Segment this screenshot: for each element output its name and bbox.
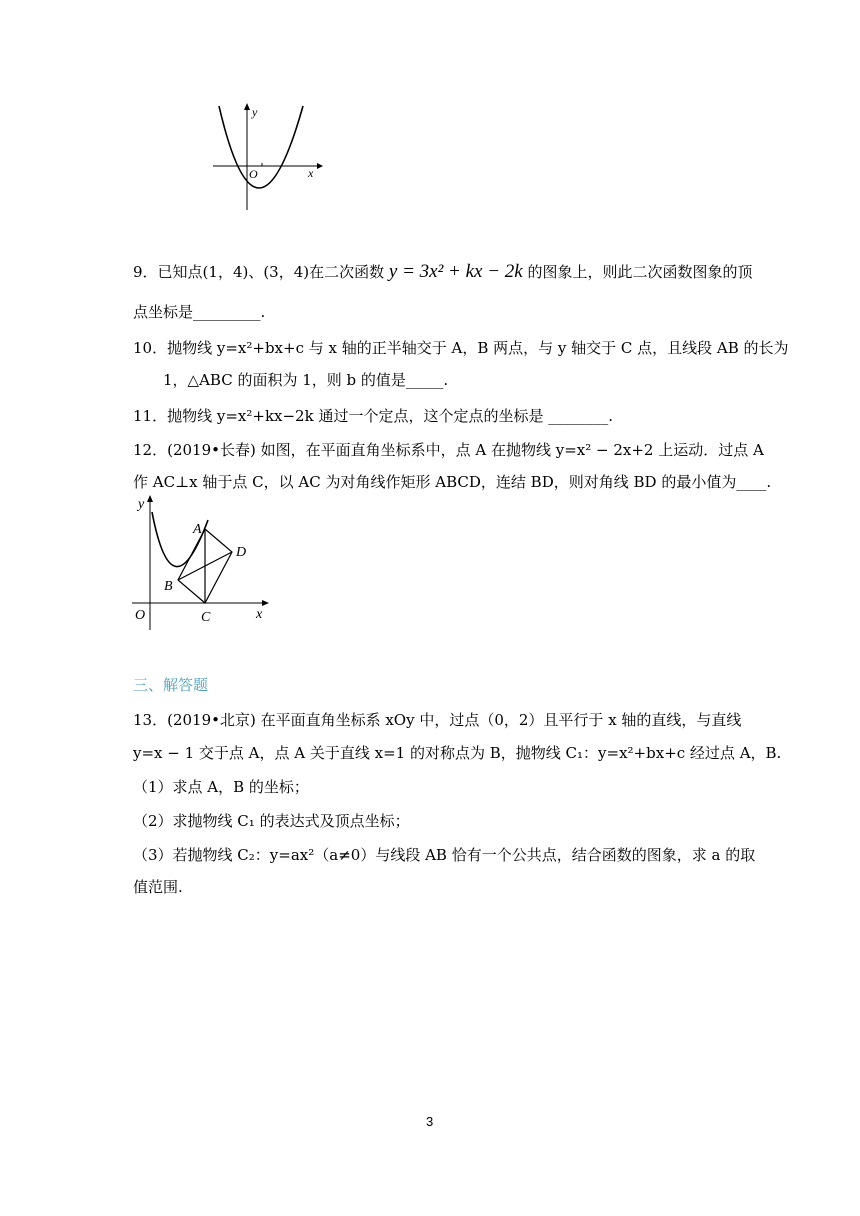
question-13-part-2: （2）求抛物线 C₁ 的表达式及顶点坐标； (133, 812, 410, 830)
origin-label: O (135, 608, 146, 623)
axis-label-y: y (138, 497, 145, 512)
question-9-text-b: 的图象上，则此二次函数图象的顶 (522, 263, 753, 281)
question-12-line-2: 作 AC⊥x 轴于点 C，以 AC 为对角线作矩形 ABCD，连结 BD，则对角线 BD 的最小值为____. (133, 473, 772, 491)
question-9-text-a: 9．已知点(1，4)、(3，4)在二次函数 (133, 263, 389, 281)
figure-parabola-graph (205, 100, 325, 215)
question-13-line-2: y=x − 1 交于点 A，点 A 关于直线 x=1 的对称点为 B，抛物线 C₁：y=x²+bx+c 经过点 A，B. (133, 744, 782, 762)
point-label-a: A (193, 522, 202, 537)
page-number: 3 (426, 1114, 434, 1129)
question-9-line-1 (133, 262, 753, 282)
question-10-line-1: 10．抛物线 y=x²+bx+c 与 x 轴的正半轴交于 A，B 两点，与 y 轴交于 C 点，且线段 AB 的长为 (133, 339, 789, 357)
point-label-d: D (236, 545, 247, 560)
point-label-b: B (164, 579, 173, 594)
question-10-line-2: 1，△ABC 的面积为 1，则 b 的值是_____. (163, 371, 449, 389)
axis-label-x: x (256, 607, 263, 622)
figure-rectangle-abcd (128, 492, 273, 632)
question-13-line-1: 13．(2019•北京) 在平面直角坐标系 xOy 中，过点（0，2）且平行于 x 轴的直线，与直线 (133, 711, 742, 729)
parabola-curve (219, 106, 303, 188)
x-axis-label: x (308, 166, 314, 180)
section-heading-answers: 三、解答题 (133, 676, 209, 694)
x-axis-arrow (262, 600, 269, 606)
question-9-equation: y = 3x² + kx − 2k (388, 261, 523, 282)
question-12-line-1: 12．(2019•长春) 如图，在平面直角坐标系中，点 A 在抛物线 y=x² − 2x+2 上运动．过点 A (133, 441, 764, 459)
question-13-part-3-line-1: （3）若抛物线 C₂：y=ax²（a≠0）与线段 AB 恰有一个公共点，结合函数的图象，求 a 的取 (133, 846, 756, 864)
question-13-part-3-line-2: 值范围. (133, 878, 183, 896)
question-13-part-1: （1）求点 A，B 的坐标； (133, 778, 309, 796)
point-label-c: C (201, 610, 211, 625)
y-axis-arrow (147, 495, 153, 502)
origin-label: O (249, 167, 258, 181)
y-axis-arrow (244, 103, 250, 110)
question-11-line-1: 11．抛物线 y=x²+kx−2k 通过一个定点，这个定点的坐标是 ________. (133, 407, 613, 425)
question-9-line-2: 点坐标是_________. (133, 303, 266, 321)
y-axis-label: y (252, 105, 258, 119)
x-axis-arrow (317, 163, 323, 169)
